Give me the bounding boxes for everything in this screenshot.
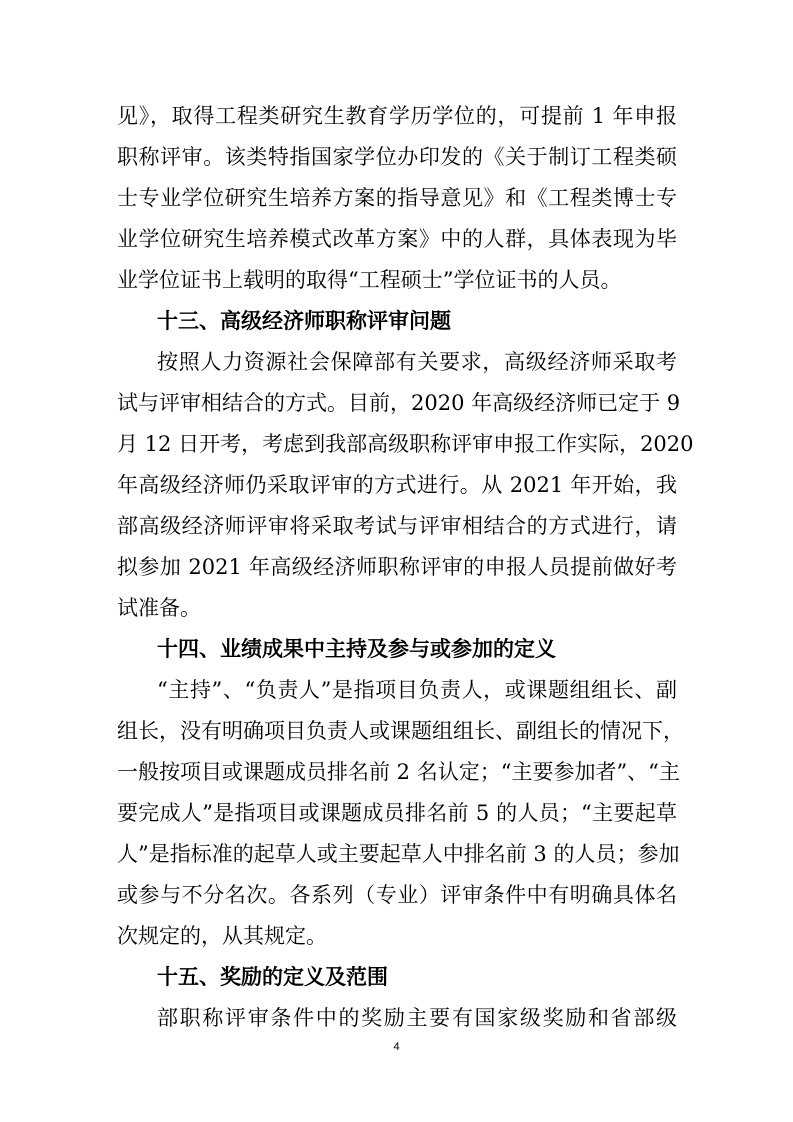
body-text-line: 或参与不分名次。各系列（专业）评审条件中有明确具体名 — [117, 883, 677, 907]
body-text-line: 拟参加 2021 年高级经济师职称评审的申报人员提前做好考 — [117, 555, 677, 579]
body-text-line: 职称评审。该类特指国家学位办印发的《关于制订工程类硕 — [117, 145, 677, 169]
body-text-line: 部高级经济师评审将采取考试与评审相结合的方式进行，请 — [117, 514, 677, 538]
body-text-line: 人”是指标准的起草人或主要起草人中排名前 3 的人员；参加 — [117, 842, 680, 866]
body-text-line: “主持”、“负责人”是指项目负责人，或课题组组长、副 — [157, 678, 677, 702]
body-text-line: 次规定的，从其规定。 — [117, 924, 327, 948]
body-text-line: 业学位研究生培养模式改革方案》中的人群，具体表现为毕 — [117, 227, 677, 251]
body-text-line: 试与评审相结合的方式。目前，2020 年高级经济师已定于 9 — [117, 391, 681, 415]
body-text-line: 部职称评审条件中的奖励主要有国家级奖励和省部级 — [157, 1006, 677, 1030]
body-text-line: 士专业学位研究生培养方案的指导意见》和《工程类博士专 — [117, 186, 677, 210]
section-heading-14: 十四、业绩成果中主持及参与或参加的定义 — [157, 637, 556, 661]
body-text-line: 要完成人”是指项目或课题成员排名前 5 的人员；“主要起草 — [117, 801, 677, 825]
body-text-line: 一般按项目或课题成员排名前 2 名认定；“主要参加者”、“主 — [117, 760, 680, 784]
body-text-line: 业学位证书上载明的取得“工程硕士”学位证书的人员。 — [117, 268, 622, 292]
section-heading-13: 十三、高级经济师职称评审问题 — [157, 309, 451, 333]
body-text-line: 试准备。 — [117, 596, 201, 620]
body-text-line: 见》，取得工程类研究生教育学历学位的，可提前 1 年申报 — [117, 104, 677, 128]
body-text-line: 年高级经济师仍采取评审的方式进行。从 2021 年开始，我 — [117, 473, 677, 497]
section-heading-15: 十五、奖励的定义及范围 — [157, 965, 388, 989]
body-text-line: 月 12 日开考，考虑到我部高级职称评审申报工作实际，2020 — [117, 432, 694, 456]
body-text-line: 按照人力资源社会保障部有关要求，高级经济师采取考 — [157, 350, 677, 374]
body-text-line: 组长，没有明确项目负责人或课题组组长、副组长的情况下， — [117, 719, 684, 743]
page-number: 4 — [393, 1041, 400, 1053]
